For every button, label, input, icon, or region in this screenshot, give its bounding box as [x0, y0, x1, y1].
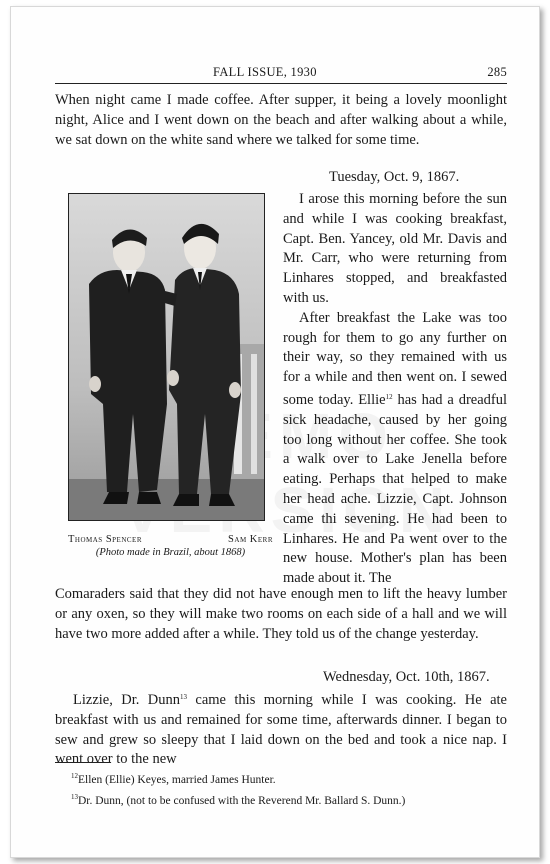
paragraph-breakfast: I arose this morning before the sun and while I was cooking breakfast, Capt. Ben. Yancey, old Mr. Davis and Mr. Carr, who were returning from Linhares stopped, and breakfasted with us. [283, 191, 507, 306]
footnote-13 [55, 790, 507, 808]
photo-caption [68, 534, 273, 560]
paragraph-intro: When night came I made coffee. After supper, it being a lovely moonlight night, Alice and I went down on the beach and after walking about a while, we sat down on the white sand where we talked for some time. [55, 92, 507, 148]
entry-date-oct-9: Tuesday, Oct. 9, 1867. [329, 169, 460, 185]
document-page [10, 6, 540, 858]
page-number: 285 [487, 65, 507, 79]
footnote-ref-12: 12 [385, 392, 393, 401]
header-rule [55, 83, 507, 84]
portrait-photograph [68, 193, 265, 521]
footnote-13-marker: 13 [71, 793, 78, 801]
caption-name-left: Thomas Spencer [68, 534, 142, 545]
footnote-13-text: Dr. Dunn, (not to be confused with the Reverend Mr. Ballard S. Dunn.) [78, 795, 406, 807]
paragraph-lake-part-1: After breakfast the Lake was too rough for them to go any further on their way, so they remained with us for a while and then went on. I sewed some today. Ellie [283, 309, 507, 408]
caption-names [68, 534, 273, 545]
photograph-image [69, 194, 264, 520]
header-title: FALL ISSUE, 1930 [213, 65, 317, 79]
footnote-12 [55, 769, 507, 787]
paragraph-lake [283, 309, 507, 589]
paragraph-dunn-part-1: Lizzie, Dr. Dunn [73, 692, 180, 708]
caption-name-right: Sam Kerr [228, 534, 273, 545]
footnote-ref-13: 13 [180, 693, 187, 701]
entry-date-oct-10: Wednesday, Oct. 10th, 1867. [323, 669, 490, 685]
paragraph-comaraders: Comaraders said that they did not have enough men to lift the heavy lumber or any oxen, so they will make two rooms on each side of a hall and we will have two more added after a while. They told us of the change yesterday. [55, 586, 507, 642]
footnote-12-marker: 12 [71, 772, 78, 780]
caption-note: (Photo made in Brazil, about 1868) [95, 547, 246, 558]
running-header [55, 65, 507, 81]
right-column-text [283, 190, 507, 589]
paragraph-dunn-part-2: came this morning while I was cooking. He ate breakfast with us and remained for some time, afterwards dinner. I began to sew and grew so sleepy that I laid down on the bed and took a nice nap. I went over to the new [55, 692, 507, 768]
footnote-rule [55, 762, 111, 763]
footnote-12-text: Ellen (Ellie) Keyes, married James Hunter. [78, 774, 276, 786]
paragraph-dr-dunn [55, 688, 507, 770]
paragraph-lake-part-2: has had a dreadful sick headache, caused by her going too long without her coffee. She took a walk over to Lake Jenella before eating. Perhaps that helped to make her head ache. Lizzie, Capt. Johnson came thi sevening. He had been to Linhares. He and Pa went over to the new house. Mother's plan has been made about it. The [283, 391, 507, 587]
